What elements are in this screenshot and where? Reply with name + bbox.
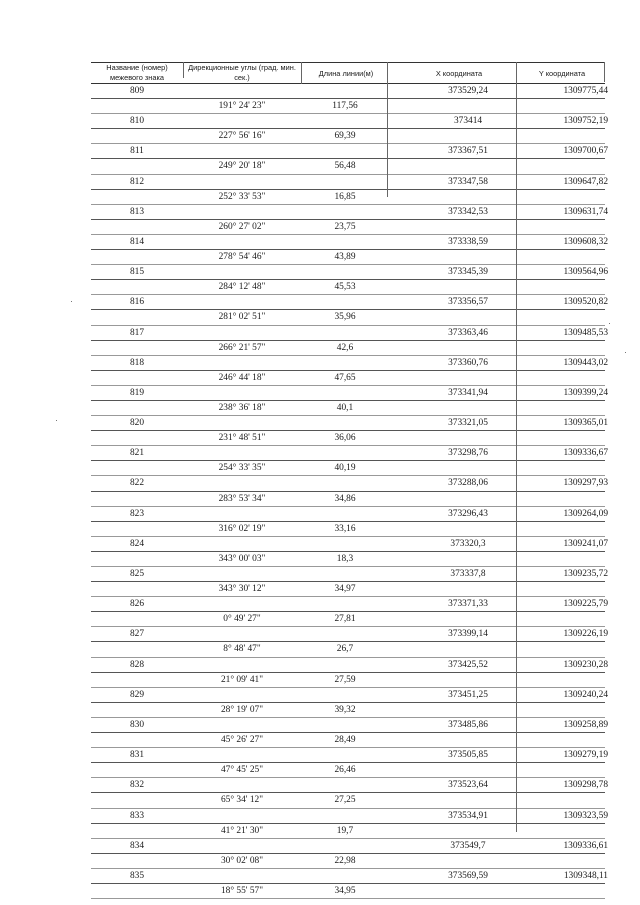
line-length: 69,39: [334, 131, 356, 142]
y-coordinate: 1309775,44: [563, 86, 608, 96]
point-name: 834: [129, 840, 145, 851]
y-coordinate: 1309241,07: [563, 538, 608, 549]
line-length: 27,81: [334, 614, 356, 625]
column-divider: [183, 62, 184, 78]
y-coordinate: 1309348,11: [563, 870, 608, 881]
y-coordinate: 1309700,67: [563, 146, 608, 157]
direction-angle: 227° 56' 16": [218, 131, 266, 142]
table-row: [91, 763, 605, 778]
line-length: 16,85: [334, 191, 356, 202]
header-x: X координата: [435, 69, 483, 78]
y-coordinate: 1309631,74: [563, 206, 608, 217]
direction-angle: 21° 09' 41": [220, 674, 264, 685]
line-length: 19,7: [336, 825, 354, 836]
y-coordinate: 1309485,53: [563, 327, 608, 338]
y-coordinate: 1309336,61: [563, 840, 608, 851]
table-row: [91, 159, 605, 174]
line-length: 23,75: [334, 221, 356, 232]
y-coordinate: 1309647,82: [563, 176, 608, 187]
table-row: [91, 552, 605, 567]
x-coordinate: 373363,46: [448, 327, 488, 338]
table-row: [91, 235, 608, 250]
line-length: 43,89: [334, 252, 356, 263]
direction-angle: 246° 44' 18": [218, 372, 266, 383]
table-row: [91, 175, 608, 190]
direction-angle: 278° 54' 46": [218, 252, 266, 263]
table-row: [91, 190, 605, 205]
direction-angle: 238° 36' 18": [218, 402, 266, 413]
x-coordinate: 373451,25: [448, 689, 488, 700]
header-length: Длина линии(м): [318, 69, 374, 78]
x-coordinate: 373298,76: [448, 448, 488, 459]
line-length: 28,49: [334, 735, 356, 746]
point-name: 824: [129, 538, 145, 549]
y-coordinate: 1309258,89: [563, 719, 608, 730]
point-name: 819: [129, 387, 145, 398]
line-length: 34,86: [334, 493, 356, 504]
table-row: [91, 265, 608, 280]
y-coordinate: 1309225,79: [563, 599, 608, 610]
y-coordinate: 1309240,24: [563, 689, 608, 700]
column-divider: [604, 62, 605, 82]
x-coordinate: 373569,59: [448, 870, 488, 881]
x-coordinate: 373523,64: [448, 780, 488, 791]
point-name: 817: [129, 327, 145, 338]
table-row: [91, 612, 605, 627]
line-length: 42,6: [336, 342, 354, 353]
y-coordinate: 1309297,93: [563, 478, 608, 489]
direction-angle: 41° 21' 30": [220, 825, 264, 836]
y-coordinate: 1309264,09: [563, 508, 608, 519]
point-name: 813: [129, 206, 145, 217]
line-length: 18,3: [336, 553, 354, 564]
direction-angle: 252° 33' 53": [218, 191, 266, 202]
table-row: [91, 537, 608, 552]
table-row: [91, 341, 605, 356]
table-row: [91, 642, 605, 657]
point-name: 818: [129, 357, 145, 368]
direction-angle: 260° 27' 02": [218, 221, 266, 232]
column-divider: [387, 62, 388, 197]
line-length: 47,65: [334, 372, 356, 383]
table-row: [91, 733, 605, 748]
point-name: 816: [129, 297, 145, 308]
y-coordinate: 1309323,59: [563, 810, 608, 821]
header-name: Название (номер) межевого знака: [106, 63, 168, 82]
table-row: [91, 507, 608, 522]
point-name: 821: [129, 448, 145, 459]
table-row: [91, 582, 605, 597]
direction-angle: 8° 48' 47": [223, 644, 261, 655]
direction-angle: 65° 34' 12": [220, 795, 264, 806]
table-row: [91, 250, 605, 265]
x-coordinate: 373360,76: [448, 357, 488, 368]
table-row: [91, 144, 608, 159]
table-row: [91, 627, 608, 642]
point-name: 826: [129, 599, 145, 610]
line-length: 40,1: [336, 402, 354, 413]
point-name: 825: [129, 569, 145, 579]
point-name: 810: [129, 116, 145, 127]
line-length: 27,25: [334, 795, 356, 806]
direction-angle: 30° 02' 08": [220, 855, 264, 866]
x-coordinate: 373341,94: [448, 387, 488, 398]
column-divider: [516, 62, 517, 832]
point-name: 811: [130, 146, 144, 157]
table-row: [91, 809, 608, 824]
direction-angle: 343° 30' 12": [218, 584, 266, 595]
point-name: 835: [129, 870, 145, 881]
column-divider: [301, 62, 302, 84]
point-name: 809: [129, 86, 145, 96]
x-coordinate: 373320,3: [450, 538, 486, 549]
table-row: [91, 597, 608, 612]
point-name: 814: [129, 236, 145, 247]
table-row: [91, 295, 608, 310]
x-coordinate: 373399,14: [448, 629, 488, 640]
table-row: [91, 84, 608, 99]
scan-speck: [609, 323, 610, 324]
y-coordinate: 1309564,96: [563, 267, 608, 278]
y-coordinate: 1309443,02: [563, 357, 608, 368]
x-coordinate: 373371,33: [448, 599, 488, 610]
table-row: [91, 748, 608, 763]
point-name: 832: [129, 780, 145, 791]
direction-angle: 47° 45' 25": [220, 765, 264, 776]
line-length: 39,32: [334, 704, 356, 715]
y-coordinate: 1309520,82: [563, 297, 608, 308]
y-coordinate: 1309752,19: [563, 116, 608, 127]
direction-angle: 191° 24' 23": [218, 101, 266, 112]
x-coordinate: 373549,7: [450, 840, 486, 851]
table-row: [91, 280, 605, 295]
point-name: 822: [129, 478, 145, 489]
table-row: [91, 310, 605, 325]
line-length: 26,46: [334, 765, 356, 776]
table-row: [91, 854, 605, 869]
header-angle: Дирекционные углы (град. мин. сек.): [188, 63, 296, 82]
table-row: [91, 446, 608, 461]
table-row: [91, 99, 605, 114]
y-coordinate: 1309298,78: [563, 780, 608, 791]
direction-angle: 28° 19' 07": [220, 704, 264, 715]
line-length: 34,97: [334, 584, 356, 595]
table-row: [91, 461, 605, 476]
point-name: 828: [129, 659, 145, 670]
x-coordinate: 373288,06: [448, 478, 488, 489]
scan-speck: [71, 301, 72, 302]
point-name: 833: [129, 810, 145, 821]
x-coordinate: 373529,24: [448, 86, 488, 96]
table-row: [91, 492, 605, 507]
table-row: [91, 658, 608, 673]
point-name: 812: [129, 176, 145, 187]
table-row: [91, 522, 605, 537]
table-row: [91, 386, 608, 401]
table-row: [91, 884, 605, 899]
table-row: [91, 416, 608, 431]
line-length: 27,59: [334, 674, 356, 685]
line-length: 36,06: [334, 433, 356, 444]
y-coordinate: 1309279,19: [563, 750, 608, 761]
table-body: [91, 84, 608, 899]
table-row: [91, 703, 605, 718]
x-coordinate: 373296,43: [448, 508, 488, 519]
line-length: 56,48: [334, 161, 356, 172]
x-coordinate: 373367,51: [448, 146, 488, 157]
direction-angle: 0° 49' 27": [223, 614, 261, 625]
table-row: [91, 356, 608, 371]
y-coordinate: 1309365,01: [563, 418, 608, 429]
y-coordinate: 1309336,67: [563, 448, 608, 459]
table-row: [91, 688, 608, 703]
line-length: 40,19: [334, 463, 356, 474]
table-row: [91, 778, 608, 793]
point-name: 827: [129, 629, 145, 640]
table-row: [91, 129, 605, 144]
line-length: 22,98: [334, 855, 356, 866]
point-name: 815: [129, 267, 145, 278]
direction-angle: 254° 33' 35": [218, 463, 266, 474]
table-row: [91, 839, 608, 854]
x-coordinate: 373414: [453, 116, 483, 127]
x-coordinate: 373337,8: [450, 569, 486, 579]
table-row: [91, 869, 608, 884]
table-row: [91, 824, 605, 839]
header-y: Y координата: [538, 69, 586, 78]
y-coordinate: 1309399,24: [563, 387, 608, 398]
x-coordinate: 373345,39: [448, 267, 488, 278]
line-length: 34,95: [334, 885, 356, 896]
line-length: 26,7: [336, 644, 354, 655]
x-coordinate: 373342,53: [448, 206, 488, 217]
table-row: [91, 431, 605, 446]
table-row: [91, 401, 605, 416]
direction-angle: 283° 53' 34": [218, 493, 266, 504]
x-coordinate: 373425,52: [448, 659, 488, 670]
table-row: [91, 205, 608, 220]
point-name: 820: [129, 418, 145, 429]
y-coordinate: 1309230,28: [563, 659, 608, 670]
direction-angle: 284° 12' 48": [218, 282, 266, 293]
x-coordinate: 373321,05: [448, 418, 488, 429]
direction-angle: 18° 55' 57": [220, 885, 264, 896]
direction-angle: 45° 26' 27": [220, 735, 264, 746]
y-coordinate: 1309235,72: [563, 569, 608, 579]
table-row: [91, 567, 608, 582]
table-row: [91, 718, 608, 733]
table-row: [91, 793, 605, 808]
direction-angle: 343° 00' 03": [218, 553, 266, 564]
x-coordinate: 373338,59: [448, 236, 488, 247]
y-coordinate: 1309608,32: [563, 236, 608, 247]
table-row: [91, 220, 605, 235]
point-name: 823: [129, 508, 145, 519]
line-length: 35,96: [334, 312, 356, 323]
table-row: [91, 371, 605, 386]
x-coordinate: 373485,86: [448, 719, 488, 730]
x-coordinate: 373505,85: [448, 750, 488, 761]
line-length: 117,56: [332, 101, 358, 112]
point-name: 829: [129, 689, 145, 700]
table-row: [91, 476, 608, 491]
table-header: [91, 62, 605, 84]
coordinates-table: [91, 62, 608, 899]
x-coordinate: 373347,58: [448, 176, 488, 187]
table-row: [91, 673, 605, 688]
direction-angle: 316° 02' 19": [218, 523, 266, 534]
scan-speck: [56, 420, 57, 421]
x-coordinate: 373356,57: [448, 297, 488, 308]
point-name: 831: [129, 750, 145, 761]
direction-angle: 249° 20' 18": [218, 161, 266, 172]
direction-angle: 281° 02' 51": [218, 312, 266, 323]
line-length: 33,16: [334, 523, 356, 534]
table-row: [91, 326, 608, 341]
direction-angle: 231° 48' 51": [218, 433, 266, 444]
y-coordinate: 1309226,19: [563, 629, 608, 640]
point-name: 830: [129, 719, 145, 730]
x-coordinate: 373534,91: [448, 810, 488, 821]
scan-speck: [625, 352, 626, 353]
line-length: 45,53: [334, 282, 356, 293]
table-row: [91, 114, 608, 129]
direction-angle: 266° 21' 57": [218, 342, 266, 353]
